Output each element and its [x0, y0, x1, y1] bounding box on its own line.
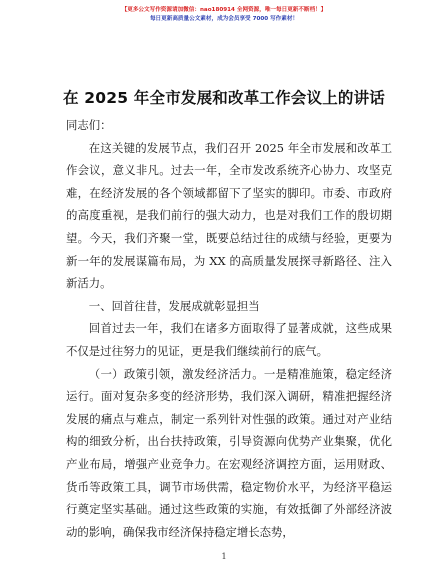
document-body	[66, 114, 392, 543]
paragraph: （一）政策引领，激发经济活力。一是精准施策，稳定经济运行。面对复杂多变的经济形势，我们深入调研，精准把握经济发展的痛点与难点，制定一系列针对性强的政策。通过对产业结构的细致分析，出台扶持政策，引导资源向优势产业集聚，优化产业布局，增强产业竞争力。在宏观经济调控方面，运用财政、货币等政策工具，调节市场供需，稳定物价水平，为经济平稳运行奠定坚实基础。通过这些政策的实施，有效抵御了外部经济波动的影响，确保我市经济保持稳定增长态势，	[66, 366, 392, 539]
promo-banner	[40, 6, 408, 24]
promo-line-1: 【更多公文写作资源请加微信：nao180914 全网资源，唯一每日更新不断档！】	[121, 7, 327, 13]
salutation: 同志们：	[66, 118, 112, 132]
section-heading: 一、回首往昔，发展成就彰显担当	[88, 298, 260, 313]
paragraph: 在这关键的发展节点，我们召开 2025 年全市发展和改革工作会议，意义非凡。过去一年，全市发改系统齐心协力、攻坚克难，在经济发展的各个领域都留下了坚实的脚印。市委、市政府的高度重视，是我们前行的强大动力，也是对我们工作的殷切期望。今天，我们齐聚一堂，既要总结过往的成绩与经验，更要为新一年的发展谋篇布局，为 XX 的高质量发展探寻新路径、注入新活力。	[66, 140, 392, 291]
document-title: 在 2025 年全市发展和改革工作会议上的讲话	[62, 89, 386, 107]
promo-line-2: 每日更新高质量公文素材，成为会员享受 7000 写作素材！	[149, 16, 299, 22]
paragraph: 回首过去一年，我们在诸多方面取得了显著成就，这些成果不仅是过往努力的见证，更是我们继续前行的底气。	[66, 321, 392, 358]
page-number: 1	[221, 552, 227, 561]
